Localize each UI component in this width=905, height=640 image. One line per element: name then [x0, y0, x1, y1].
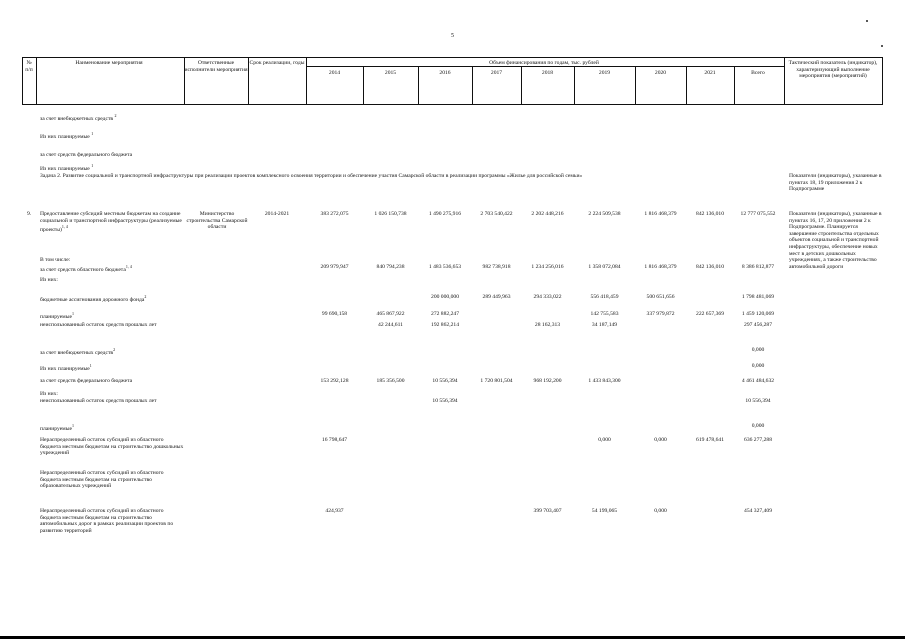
row-value-cell: 8 386 812,877: [741, 264, 775, 270]
row-value-cell: 289 449,963: [482, 294, 511, 300]
header-num: № п/п: [25, 60, 33, 73]
item-9-value-cell: 383 272,075: [320, 211, 349, 217]
page-bottom-edge: [0, 636, 905, 639]
row-value-cell: 424,937: [325, 508, 344, 514]
page-number: 5: [451, 33, 454, 39]
row-value-cell: 153 292,128: [320, 378, 349, 384]
header-year-6: 2020: [654, 70, 667, 76]
row-label-text: бюджетные ассигнования дорожного фонда: [40, 296, 145, 303]
row-value-cell: 222 657,369: [696, 311, 724, 317]
item-9-value-cell: 1 026 150,738: [374, 211, 407, 217]
header-year-5: 2019: [598, 70, 611, 76]
row-value-cell: 500 651,656: [646, 294, 675, 300]
row-label: [40, 508, 185, 534]
row-value-cell: 840 794,238: [376, 264, 405, 270]
row-label: [40, 437, 185, 457]
row-value-cell: 982 738,918: [482, 264, 511, 270]
row-label: [40, 257, 185, 273]
row-label-text: Нераспределенный остаток субсидий из областного бюджета местным бюджетам на строительство дошкольных учреждений: [40, 437, 184, 457]
row-value-cell: 0,000: [598, 437, 611, 443]
row-value-cell: 1 234 256,016: [531, 264, 564, 270]
header-year-1: 2015: [384, 70, 397, 76]
row-label: [40, 277, 185, 284]
row-label: [40, 378, 185, 385]
prelude-label: за счет внебюджетных средств: [40, 115, 114, 122]
row-value-cell: 0,000: [654, 508, 667, 514]
row-value-cell: 399 703,407: [533, 508, 562, 514]
row-value-cell: 142 755,583: [590, 311, 619, 317]
item-9-value-cell: 2 202 448,216: [531, 211, 564, 217]
row-value-cell: 619 478,641: [696, 437, 724, 443]
header-border-top: [22, 57, 882, 58]
item-9-value-cell: 12 777 075,552: [740, 211, 776, 217]
header-year-2: 2016: [439, 70, 451, 76]
row-value-cell: 16 798,647: [321, 437, 348, 443]
row-label-footnote: 2: [144, 294, 147, 299]
row-value-cell: 454 327,409: [744, 508, 772, 514]
row-label-footnote: 1: [71, 423, 74, 428]
row-value-cell: 209 979,947: [320, 264, 349, 270]
row-label: [40, 294, 185, 303]
row-label-text: Из них:: [40, 277, 58, 283]
header-year-4: 2018: [541, 70, 554, 76]
item-9-number: 9.: [27, 211, 32, 217]
header-column-divider: [882, 57, 883, 105]
prelude-footnote: 1: [91, 131, 94, 136]
item-9-value-cell: 1 816 468,379: [644, 211, 677, 217]
item-9-value-cell: 1 490 275,916: [428, 211, 462, 217]
header-responsible: Ответственные исполнители мероприятия: [184, 60, 248, 73]
row-label-text: за счет внебюджетных средств: [40, 349, 114, 356]
item-9-value-cell: 2 224 509,538: [588, 211, 621, 217]
task-2-text: Задача 2. Развитие социальной и транспортной инфраструктуры при реализации проектов комплексного освоения территории и обеспечение участия Самарской области в реализации программы «Жилье для российской семьи»: [40, 173, 583, 179]
row-value-cell: 10 556,394: [432, 378, 458, 384]
item-9-name: [40, 211, 188, 234]
row-value-cell: 34 187,149: [591, 322, 618, 328]
row-label: [40, 423, 185, 432]
row-value-cell: 99 690,158: [321, 311, 348, 317]
row-value-cell: 200 000,000: [431, 294, 459, 300]
row-value-cell: 272 882,247: [431, 311, 459, 317]
row-value-cell: 0,000: [654, 437, 667, 443]
row-value-cell: 192 862,214: [431, 322, 459, 328]
item-9-name-sup: 1, 4: [61, 224, 68, 230]
row-value-cell: 1 816 468,379: [644, 264, 677, 270]
row-label: [40, 311, 185, 320]
row-value-cell: 294 333,022: [533, 294, 562, 300]
prelude-line: [40, 131, 93, 140]
header-name: Наименование мероприятия: [75, 60, 143, 66]
prelude-label: Из них планируемые: [40, 133, 90, 140]
row-value-cell: 1 433 843,300: [588, 378, 621, 384]
header-border-bottom: [22, 104, 882, 105]
row-value-cell: 10 556,394: [432, 398, 458, 404]
row-label-text: В том числе: за счет средств областного бюджета: [40, 257, 126, 273]
row-label-footnote: 2: [113, 347, 116, 352]
item-9-responsible: Министерство строительства Самарской области: [186, 211, 248, 231]
header-period: Срок реализации, годы: [249, 60, 305, 66]
task-2-indicator: Показатели (индикаторы), указанные в пунктах 18, 19 приложения 2 к Подпрограмме: [789, 173, 882, 193]
prelude-line: [40, 113, 116, 122]
row-value-cell: 0,000: [751, 347, 765, 353]
row-value-cell: 1 358 072,084: [588, 264, 621, 270]
row-label-text: планируемые: [40, 313, 72, 320]
row-value-cell: 968 192,200: [533, 378, 562, 384]
row-label: [40, 322, 185, 329]
prelude-label: Из них планируемые: [40, 165, 90, 172]
prelude-line: [40, 163, 93, 172]
row-label-text: Из них планируемые: [40, 365, 90, 372]
row-label: [40, 470, 185, 490]
row-label: [40, 363, 185, 372]
row-value-cell: 54 199,065: [591, 508, 618, 514]
row-value-cell: 28 162,313: [534, 322, 561, 328]
row-value-cell: 185 356,500: [376, 378, 405, 384]
row-label-text: Нераспределенный остаток субсидий из областного бюджета местным бюджетам на строительство образовательных учреждений: [40, 470, 164, 490]
header-year-8: Всего: [751, 70, 765, 76]
row-value-cell: 0,000: [751, 363, 765, 369]
row-value-cell: 4 461 484,632: [741, 378, 775, 384]
row-value-cell: 556 418,459: [590, 294, 619, 300]
item-9-value-cell: 2 703 540,422: [480, 211, 513, 217]
header-indicator: Тактический показатель (индикатор), характеризующий выполнение мероприятия (мероприятий): [788, 60, 878, 80]
row-label-text: планируемые: [40, 425, 72, 432]
row-value-cell: 337 979,872: [646, 311, 675, 317]
row-label-text: Из них: неиспользованный остаток средств прошлых лет: [40, 391, 157, 404]
row-label-footnote: 1: [89, 363, 92, 368]
row-label: [40, 347, 185, 356]
header-year-3: 2017: [490, 70, 503, 76]
row-label-text: за счет средств федерального бюджета: [40, 378, 133, 384]
item-9-period: 2014-2021: [264, 211, 290, 217]
row-value-cell: 297 456,287: [744, 322, 772, 328]
prelude-label: за счет средств федерального бюджета: [40, 151, 133, 158]
row-label: [40, 391, 185, 404]
item-9-indicator: Показатели (индикаторы), указанные в пунктах 16, 17, 20 приложения 2 к Подпрограмме. Планируется завершение строительства отдельных объектов социальной и транспортной инфраструктуры, обеспечение новых мест в детских дошкольных учреждениях, а также строительство автомобильной дороги: [789, 211, 882, 270]
row-value-cell: 1 720 801,504: [480, 378, 513, 384]
row-label-footnote: 1: [71, 311, 74, 316]
scan-speck: [866, 20, 868, 22]
row-value-cell: 465 867,922: [376, 311, 405, 317]
header-year-0: 2014: [328, 70, 341, 76]
item-9-name-text: Предоставление субсидий местным бюджетам на создание социальной и транспортной инфраструктуры (реализуемые проекты): [40, 211, 182, 234]
row-value-cell: 842 136,010: [696, 264, 724, 270]
row-value-cell: 1 459 120,069: [741, 311, 775, 317]
item-9-value-cell: 842 136,010: [696, 211, 724, 217]
prelude-line: [40, 149, 132, 158]
header-year-7: 2021: [704, 70, 716, 76]
scan-speck: [881, 45, 883, 47]
row-value-cell: 10 556,394: [745, 398, 771, 404]
row-value-cell: 1 798 481,069: [741, 294, 775, 300]
row-value-cell: 1 483 536,653: [428, 264, 462, 270]
header-financing: Объем финансирования по годам, тыс. рублей: [489, 60, 599, 66]
row-value-cell: 42 244,611: [378, 322, 403, 328]
prelude-footnote: 2: [114, 113, 117, 118]
row-value-cell: 0,000: [751, 423, 765, 429]
row-label-text: неиспользованный остаток средств прошлых лет: [40, 322, 157, 328]
prelude-footnote: 1: [91, 163, 94, 168]
row-value-cell: 636 277,288: [744, 437, 772, 443]
row-label-text: Нераспределенный остаток субсидий из областного бюджета местным бюджетам на строительство автомобильных дорог в рамках реализации проектов по развитию территорий: [40, 508, 174, 534]
row-label-footnote: 1, 4: [125, 263, 132, 269]
